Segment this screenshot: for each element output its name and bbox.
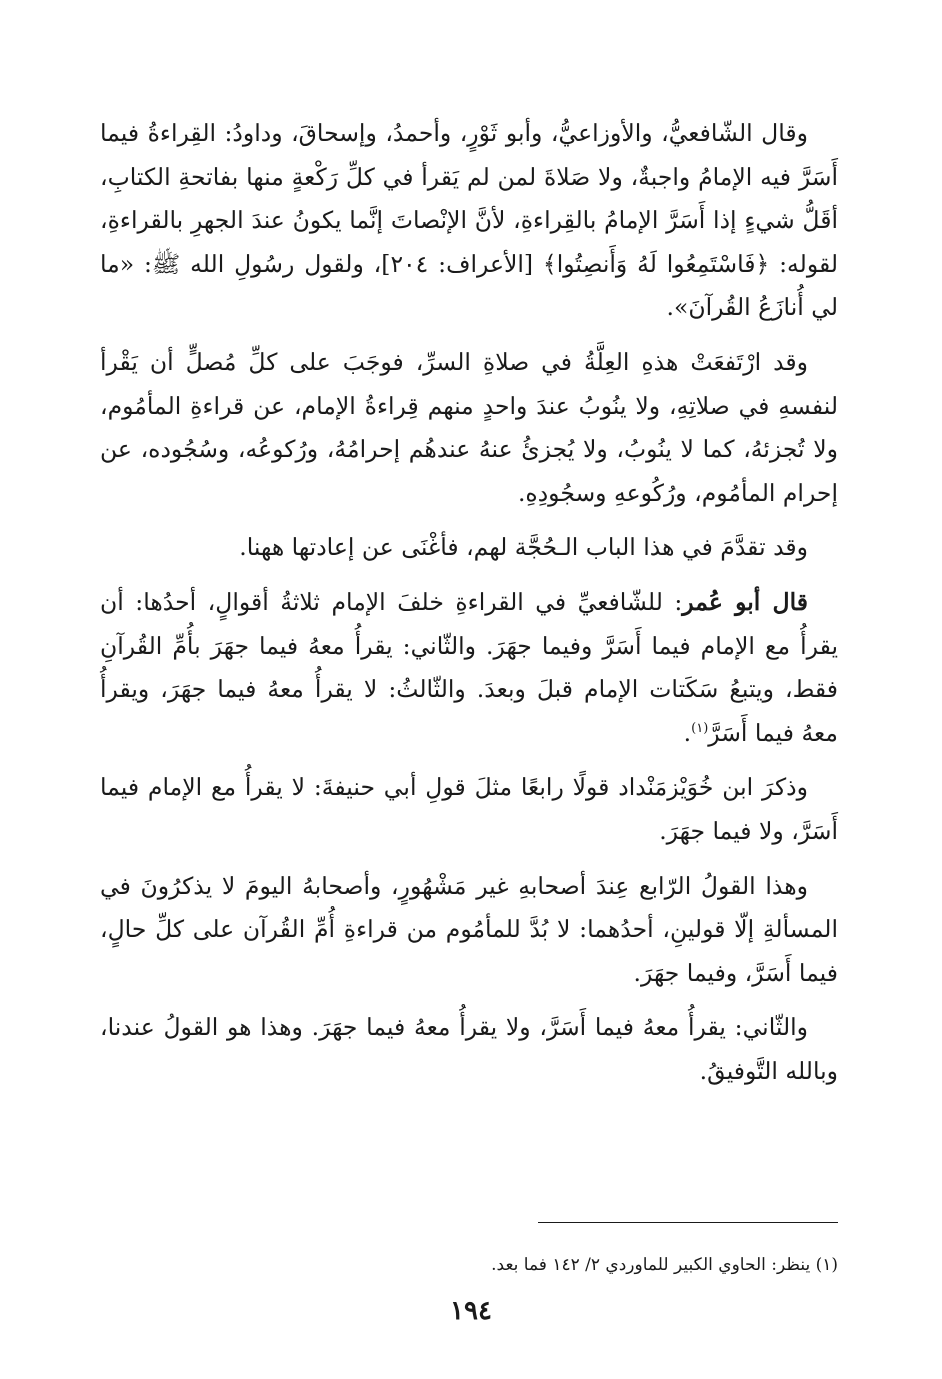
paragraph-text: وقال الشّافعيُّ، والأوزاعيُّ، وأبو ثَوْرٍ، وأحمدُ، وإسحاقَ، وداودُ: القِراءةُ فيما أَسَرَّ فيه الإمامُ واجبةٌ، ولا صَلاةَ لمن لم يَقرأ في كلِّ رَكْعةٍ منها بفاتحةِ الكتابِ، أقَلُّ شيءٍ إذا أَسَرَّ الإمامُ بالقِراءةِ، لأنَّ الإنْصاتَ إنَّما يكونُ عندَ الجهرِ بالقراءةِ، لقوله: ﴿فَاسْتَمِعُوا لَهُ وَأَنصِتُوا﴾ [الأعراف: ٢٠٤]، ولقول رسُولِ الله ﷺ: «ما لي أُنازَعُ القُرآنَ». xyxy=(100,119,839,322)
paragraph-text: : للشّافعيِّ في القراءةِ خلفَ الإمام ثلاثةُ أقوالٍ، أحدُها: أن يقرأُ مع الإمام فيما أَسَرَّ وفيما جهَرَ. والثّاني: يقرأُ معهُ فيما جهَرَ بأُمِّ القُرآنِ فقط، ويتبعُ سَكَتات الإمام قبلَ وبعدَ. والثّالثُ: لا يقرأُ معهُ فيما جهَرَ، ويقرأُ معهُ فيما أَسَرَّ xyxy=(100,587,838,747)
body-text xyxy=(100,112,838,1093)
paragraph-text: والثّاني: يقرأُ معهُ فيما أَسَرَّ، ولا يقرأُ معهُ فيما جهَرَ. وهذا هو القولُ عندنا، وبالله التَّوفيقُ. xyxy=(100,1013,838,1085)
paragraph-7 xyxy=(100,1006,838,1093)
paragraph-lead: قال أبو عُمر xyxy=(682,587,808,616)
paragraph-text: وقد ارْتَفعَتْ هذهِ العِلَّةُ في صلاةِ السرِّ، فوجَبَ على كلِّ مُصلٍّ أن يَقْرأ لنفسهِ في صلاتِهِ، ولا ينُوبُ عندَ واحدٍ منهم قِراءةُ الإمام، عن قراءةِ المأمُوم، ولا تُجزئهُ، كما لا ينُوبُ، ولا يُجزئُ عنهُ عندهُم إحرامُهُ، ورُكوعُه، وسُجُوده، عن إحرام المأمُوم، ورُكُوعهِ وسجُودِهِ. xyxy=(100,347,838,507)
paragraph-text: وذكرَ ابن خُوَيْزمَنْداد قولًا رابعًا مثلَ قولِ أبي حنيفةَ: لا يقرأُ مع الإمام فيما أَسَرَّ، ولا فيما جهَرَ. xyxy=(100,773,838,845)
footnote-1: (١) ينظر: الحاوي الكبير للماوردي ٢/ ١٤٢ فما بعد. xyxy=(491,1255,838,1275)
paragraph-text: وقد تقدَّمَ في هذا الباب الـحُجَّة لهم، فأغْنَى عن إعادتها ههنا. xyxy=(239,533,808,562)
paragraph-5 xyxy=(100,766,838,853)
paragraph-text: وهذا القولُ الرّابع عِندَ أصحابهِ غير مَشْهُورٍ، وأصحابهُ اليومَ لا يذكرُونَ في المسألةِ إلّا قولينِ، أحدُهما: لا بُدَّ للمأمُوم من قراءةِ أُمِّ القُرآن على كلِّ حالٍ، فيما أَسَرَّ، وفيما جهَرَ. xyxy=(100,871,838,987)
paragraph-3 xyxy=(100,526,838,570)
page-number: ١٩٤ xyxy=(450,1296,492,1326)
footnote-divider xyxy=(538,1222,838,1223)
paragraph-4 xyxy=(100,581,838,755)
paragraph-2 xyxy=(100,341,838,515)
footnote-reference[interactable]: (١) xyxy=(691,720,709,736)
paragraph-1 xyxy=(100,112,838,330)
paragraph-end: . xyxy=(683,718,692,747)
paragraph-6 xyxy=(100,865,838,996)
